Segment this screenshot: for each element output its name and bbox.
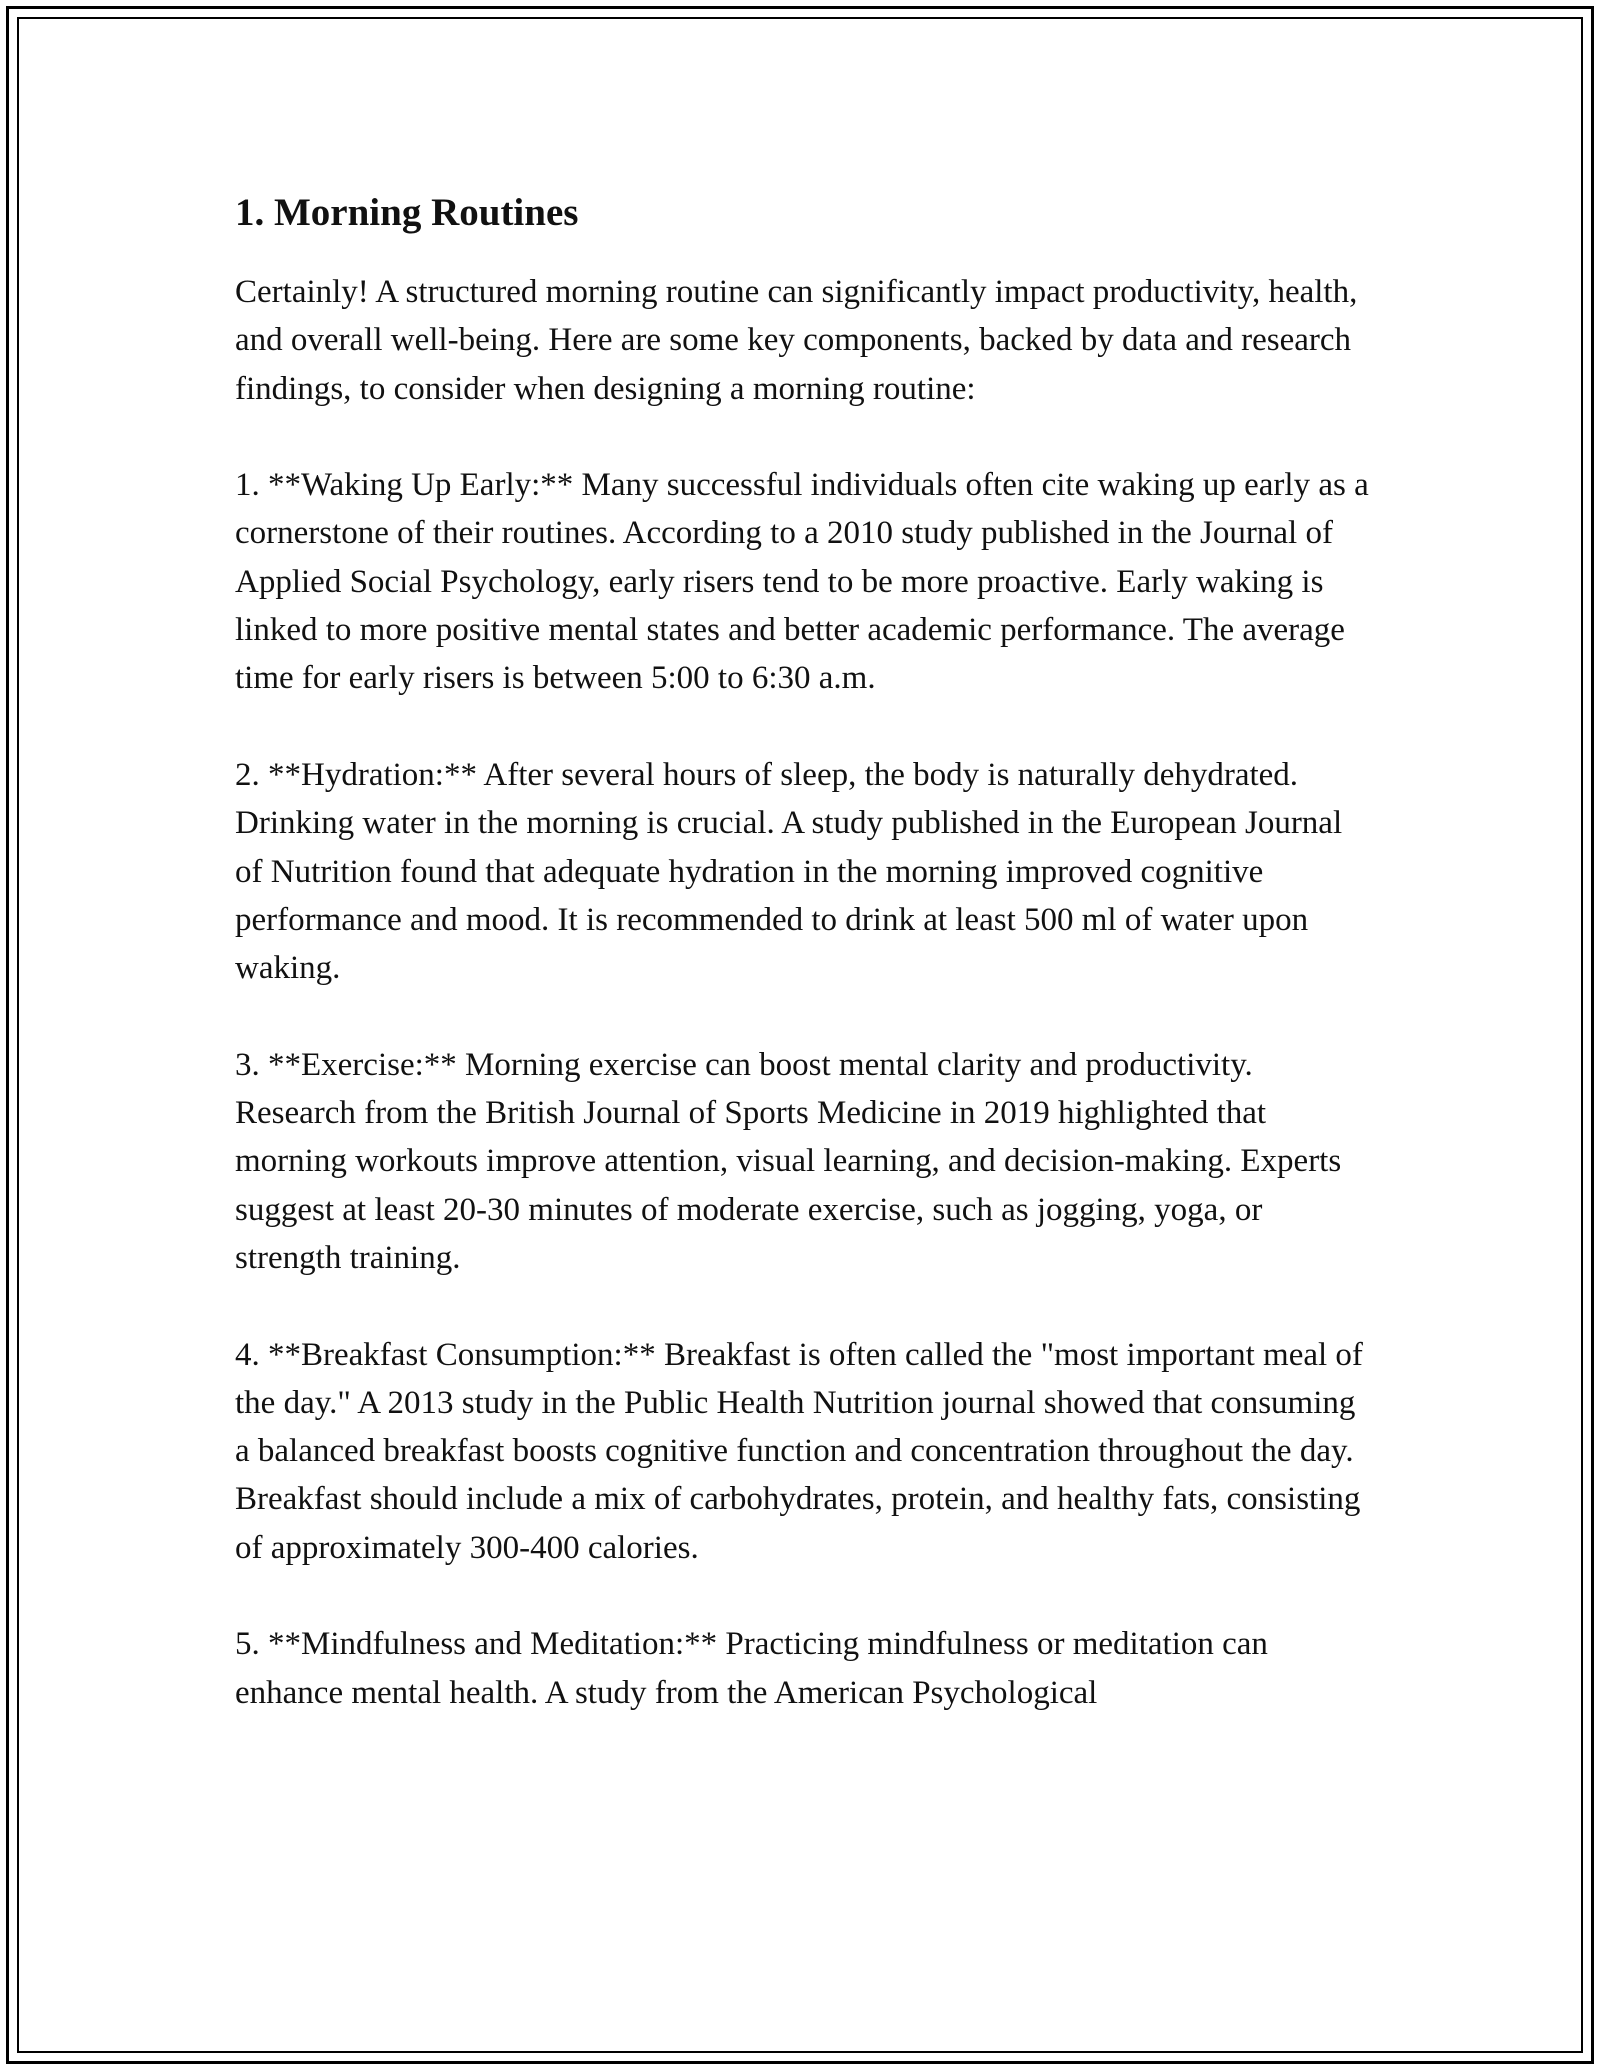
paragraph-exercise: 3. **Exercise:** Morning exercise can boost mental clarity and productivity. Research from the British Journal of Sports Medicine in 2019 highlighted that morning workouts improve attention, visual learning, and decision-making. Experts suggest at least 20-30 minutes of moderate exercise, such as jogging, yoga, or strength training. — [235, 1046, 1342, 1276]
intro-paragraph: Certainly! A structured morning routine can significantly impact productivity, health, and overall well-being. Here are some key components, backed by data and research findings, to consider when designing a morning routine: — [235, 274, 1358, 407]
paragraph-breakfast: 4. **Breakfast Consumption:** Breakfast is often called the "most important meal of the day." A 2013 study in the Public Health Nutrition journal showed that consuming a balanced breakfast boosts cognitive function and concentration throughout the day. Breakfast should include a mix of carbohydrates, protein, and healthy fats, consisting of approximately 300-400 calories. — [235, 1336, 1363, 1566]
section-heading: 1. Morning Routines — [235, 191, 579, 234]
paragraph-mindfulness: 5. **Mindfulness and Meditation:** Practicing mindfulness or meditation can enhance mental health. A study from the American Psychological — [235, 1626, 1268, 1711]
paragraph-hydration: 2. **Hydration:** After several hours of sleep, the body is naturally dehydrated. Drinking water in the morning is crucial. A study published in the European Journal of Nutrition found that adequate hydration in the morning improved cognitive performance and mood. It is recommended to drink at least 500 ml of water upon waking. — [235, 756, 1343, 987]
document-body — [235, 188, 1375, 1765]
paragraph-waking-up-early: 1. **Waking Up Early:** Many successful individuals often cite waking up early as a cornerstone of their routines. According to a 2010 study published in the Journal of Applied Social Psychology, early risers tend to be more proactive. Early waking is linked to more positive mental states and better academic performance. The average time for early risers is between 5:00 to 6:30 a.m. — [235, 467, 1369, 697]
